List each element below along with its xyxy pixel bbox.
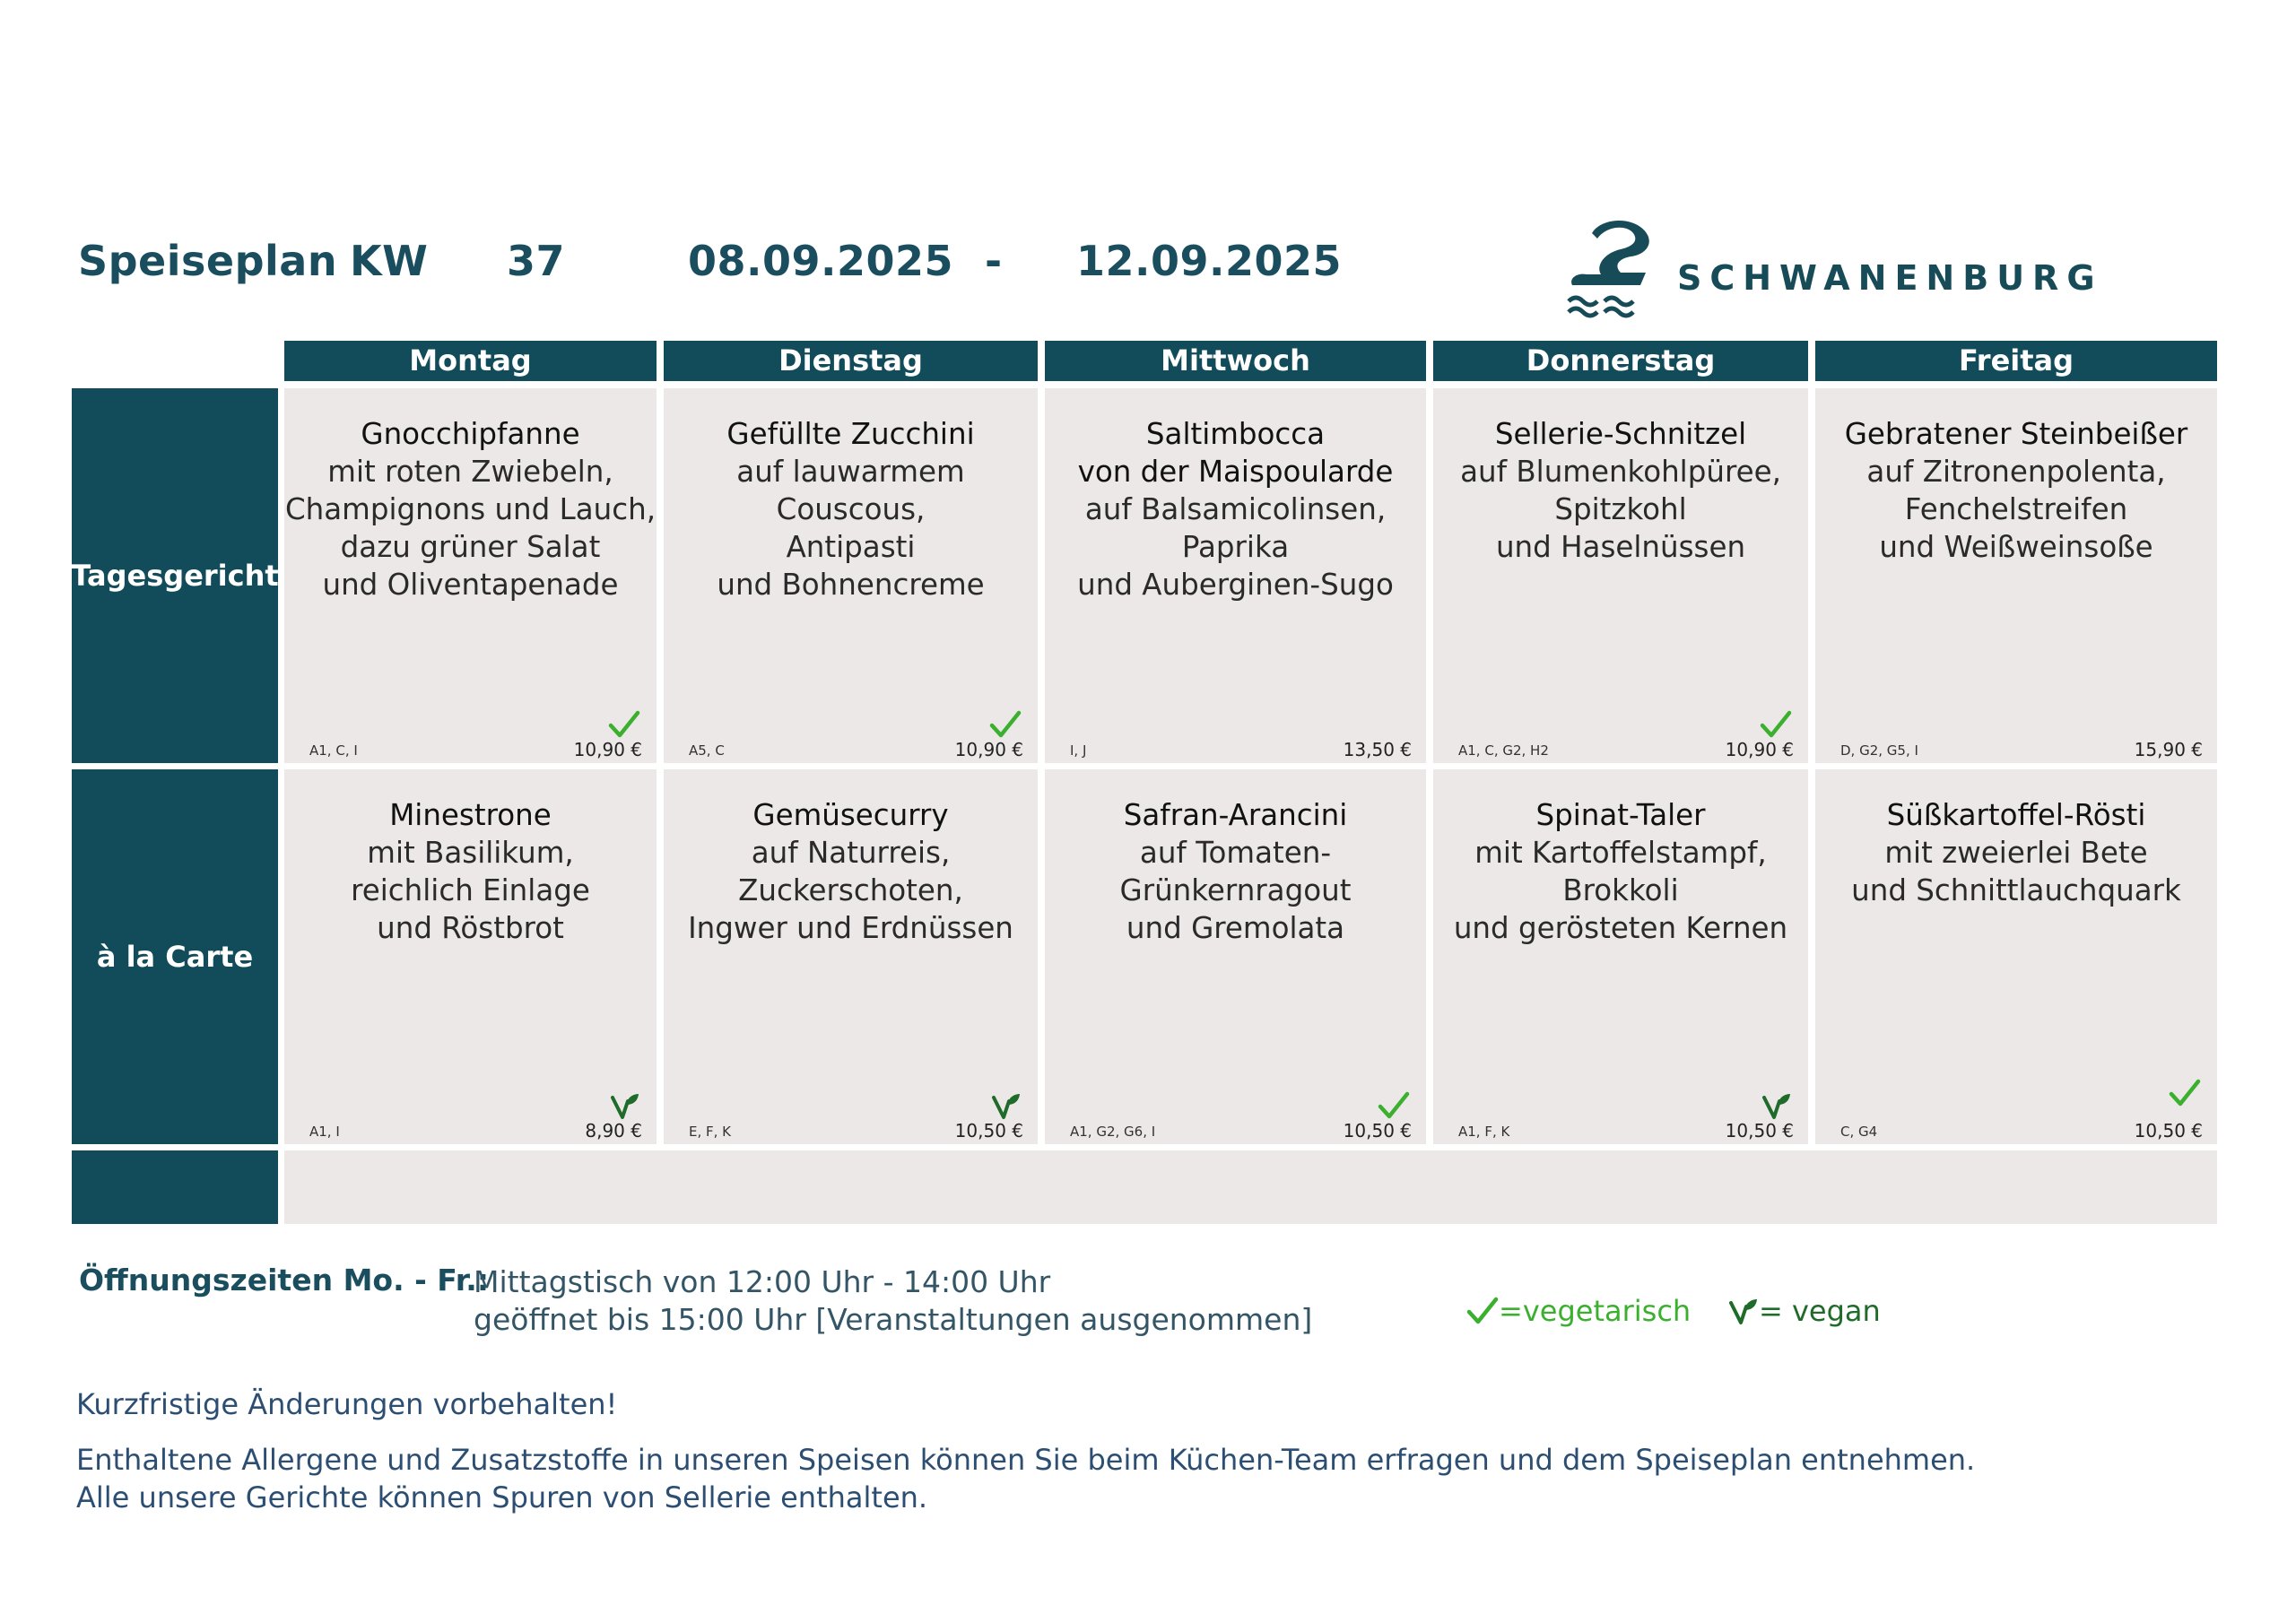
dish-line: und Auberginen-Sugo: [1077, 568, 1394, 602]
dish-line: und Bohnencreme: [717, 568, 985, 602]
dish-line: auf lauwarmem: [736, 455, 965, 489]
price: 10,90 €: [1725, 739, 1794, 760]
allergen-codes: C, G4: [1840, 1124, 1878, 1140]
vegetarian-check-icon: [1466, 1296, 1499, 1326]
dish-line: und Weißweinsoße: [1879, 530, 2153, 564]
dish-line: Champignons und Lauch,: [284, 492, 657, 526]
dish-title: Gebratener Steinbeißer: [1844, 417, 2188, 451]
vegetarian-check-icon: [1760, 709, 1792, 740]
dish-description: [1815, 796, 2217, 909]
opening-hours-line: geöffnet bis 15:00 Uhr [Veranstaltungen ausgenommen]: [474, 1302, 1313, 1337]
swan-icon: [1565, 215, 1664, 321]
dish-line: auf Tomaten-: [1139, 836, 1332, 870]
dish-description: [664, 415, 1038, 603]
menu-cell: [284, 769, 657, 1144]
dish-title: Gemüsecurry: [752, 798, 949, 832]
week-number: 37: [507, 237, 566, 285]
dish-line: Antipasti: [786, 530, 916, 564]
vegetarian-check-icon: [1378, 1090, 1410, 1121]
price: 10,50 €: [2134, 1120, 2203, 1141]
row-header-empty: [72, 1150, 278, 1224]
brand-logo: [1565, 215, 2157, 321]
menu-cell: [1815, 769, 2217, 1144]
dish-title: Spinat-Taler: [1535, 798, 1706, 832]
dish-line: mit zweierlei Bete: [1884, 836, 2148, 870]
day-header-dienstag: Dienstag: [664, 341, 1038, 381]
empty-row: [284, 1150, 2217, 1224]
menu-cell: [284, 388, 657, 763]
dish-line: und gerösteten Kernen: [1453, 911, 1788, 945]
menu-cell: [664, 388, 1038, 763]
menu-cell: [664, 769, 1038, 1144]
allergen-codes: I, J: [1070, 742, 1087, 759]
allergen-note: Enthaltene Allergene und Zusatzstoffe in unseren Speisen können Sie beim Küchen-Team erfragen und dem Speiseplan entnehmen. Alle unsere Gerichte können Spuren von Sellerie enthalten.: [76, 1443, 1976, 1515]
dish-title: Minestrone: [389, 798, 552, 832]
menu-grid: [72, 341, 2220, 1224]
dish-line: Ingwer und Erdnüssen: [688, 911, 1013, 945]
dish-line: dazu grüner Salat: [340, 530, 601, 564]
legend-vegetarian: [1466, 1294, 1691, 1328]
date-from: 08.09.2025: [688, 237, 954, 285]
dish-line: auf Zitronenpolenta,: [1866, 455, 2166, 489]
price: 10,90 €: [573, 739, 642, 760]
dish-line: und Schnittlauchquark: [1851, 873, 2181, 907]
price: 10,50 €: [1343, 1120, 1412, 1141]
price: 10,50 €: [954, 1120, 1023, 1141]
dish-line: mit Basilikum,: [367, 836, 574, 870]
dish-line: mit Kartoffelstampf,: [1474, 836, 1767, 870]
dish-line: Couscous,: [776, 492, 926, 526]
menu-cell: [1045, 388, 1426, 763]
vegetarian-check-icon: [989, 709, 1022, 740]
day-header-donnerstag: Donnerstag: [1433, 341, 1808, 381]
page-title: Speiseplan: [78, 237, 338, 285]
dish-description: [1433, 796, 1808, 947]
price: 13,50 €: [1343, 739, 1412, 760]
allergen-codes: A1, C, G2, H2: [1458, 742, 1549, 759]
allergen-codes: A5, C: [689, 742, 725, 759]
menu-cell: [1045, 769, 1426, 1144]
vegan-leaf-icon: [989, 1090, 1022, 1121]
menu-cell: [1433, 388, 1808, 763]
allergen-codes: A1, F, K: [1458, 1124, 1510, 1140]
vegan-leaf-icon: [1726, 1296, 1759, 1326]
dish-line: und Haselnüssen: [1495, 530, 1746, 564]
dish-title: Gefüllte Zucchini: [726, 417, 975, 451]
vegan-leaf-icon: [1760, 1090, 1792, 1121]
legend-vegan: [1726, 1294, 1881, 1328]
legend-vegan-text: = vegan: [1759, 1294, 1881, 1328]
dish-line: reichlich Einlage: [351, 873, 590, 907]
allergen-codes: A1, C, I: [309, 742, 358, 759]
price: 15,90 €: [2134, 739, 2203, 760]
day-header-freitag: Freitag: [1815, 341, 2217, 381]
dish-line: Spitzkohl: [1554, 492, 1687, 526]
dish-line: auf Balsamicolinsen,: [1084, 492, 1387, 526]
dish-line: mit roten Zwiebeln,: [327, 455, 613, 489]
dish-line: Fenchelstreifen: [1904, 492, 2128, 526]
allergen-codes: E, F, K: [689, 1124, 732, 1140]
vegetarian-check-icon: [2169, 1078, 2201, 1108]
dish-line: auf Blumenkohlpüree,: [1460, 455, 1781, 489]
opening-hours-label: Öffnungszeiten Mo. - Fr.:: [79, 1263, 490, 1298]
dish-title: Saltimbocca: [1145, 417, 1326, 451]
dish-line: von der Maispoularde: [1077, 455, 1394, 489]
dish-description: [1433, 415, 1808, 566]
dish-description: [664, 796, 1038, 947]
dish-line: auf Naturreis,: [751, 836, 951, 870]
allergen-codes: A1, I: [309, 1124, 340, 1140]
dish-line: und Oliventapenade: [322, 568, 619, 602]
dish-line: Grünkernragout: [1119, 873, 1352, 907]
dish-title: Süßkartoffel-Rösti: [1886, 798, 2146, 832]
legend-vegetarian-text: =vegetarisch: [1499, 1294, 1692, 1328]
row-label: à la Carte: [96, 940, 254, 974]
menu-cell: [1433, 769, 1808, 1144]
dish-title: Safran-Arancini: [1123, 798, 1348, 832]
price: 8,90 €: [585, 1120, 642, 1141]
kw-label: KW: [350, 237, 429, 285]
dish-line: Zuckerschoten,: [738, 873, 963, 907]
dish-description: [284, 796, 657, 947]
brand-name: SCHWANENBURG: [1677, 258, 2103, 298]
price: 10,90 €: [954, 739, 1023, 760]
opening-hours-line: Mittagstisch von 12:00 Uhr - 14:00 Uhr: [474, 1264, 1051, 1299]
dish-line: Paprika: [1181, 530, 1290, 564]
dish-title: Gnocchipfanne: [361, 417, 580, 451]
dish-line: und Gremolata: [1126, 911, 1345, 945]
day-header-mittwoch: Mittwoch: [1045, 341, 1426, 381]
changes-notice: Kurzfristige Änderungen vorbehalten!: [76, 1387, 618, 1421]
day-header-montag: Montag: [284, 341, 657, 381]
dish-line: und Röstbrot: [377, 911, 564, 945]
dish-title: Sellerie-Schnitzel: [1494, 417, 1747, 451]
menu-cell: [1815, 388, 2217, 763]
vegetarian-check-icon: [608, 709, 640, 740]
dish-description: [1045, 415, 1426, 603]
price: 10,50 €: [1725, 1120, 1794, 1141]
dish-description: [1815, 415, 2217, 566]
allergen-codes: D, G2, G5, I: [1840, 742, 1918, 759]
dish-description: [1045, 796, 1426, 947]
dish-line: Brokkoli: [1562, 873, 1679, 907]
date-separator: -: [985, 237, 1003, 285]
vegan-leaf-icon: [608, 1090, 640, 1121]
row-header-tagesgericht: [72, 388, 278, 763]
allergen-codes: A1, G2, G6, I: [1070, 1124, 1156, 1140]
dish-description: [284, 415, 657, 603]
row-header-a-la-carte: [72, 769, 278, 1144]
row-label: Tagesgericht: [71, 559, 279, 593]
date-to: 12.09.2025: [1076, 237, 1343, 285]
